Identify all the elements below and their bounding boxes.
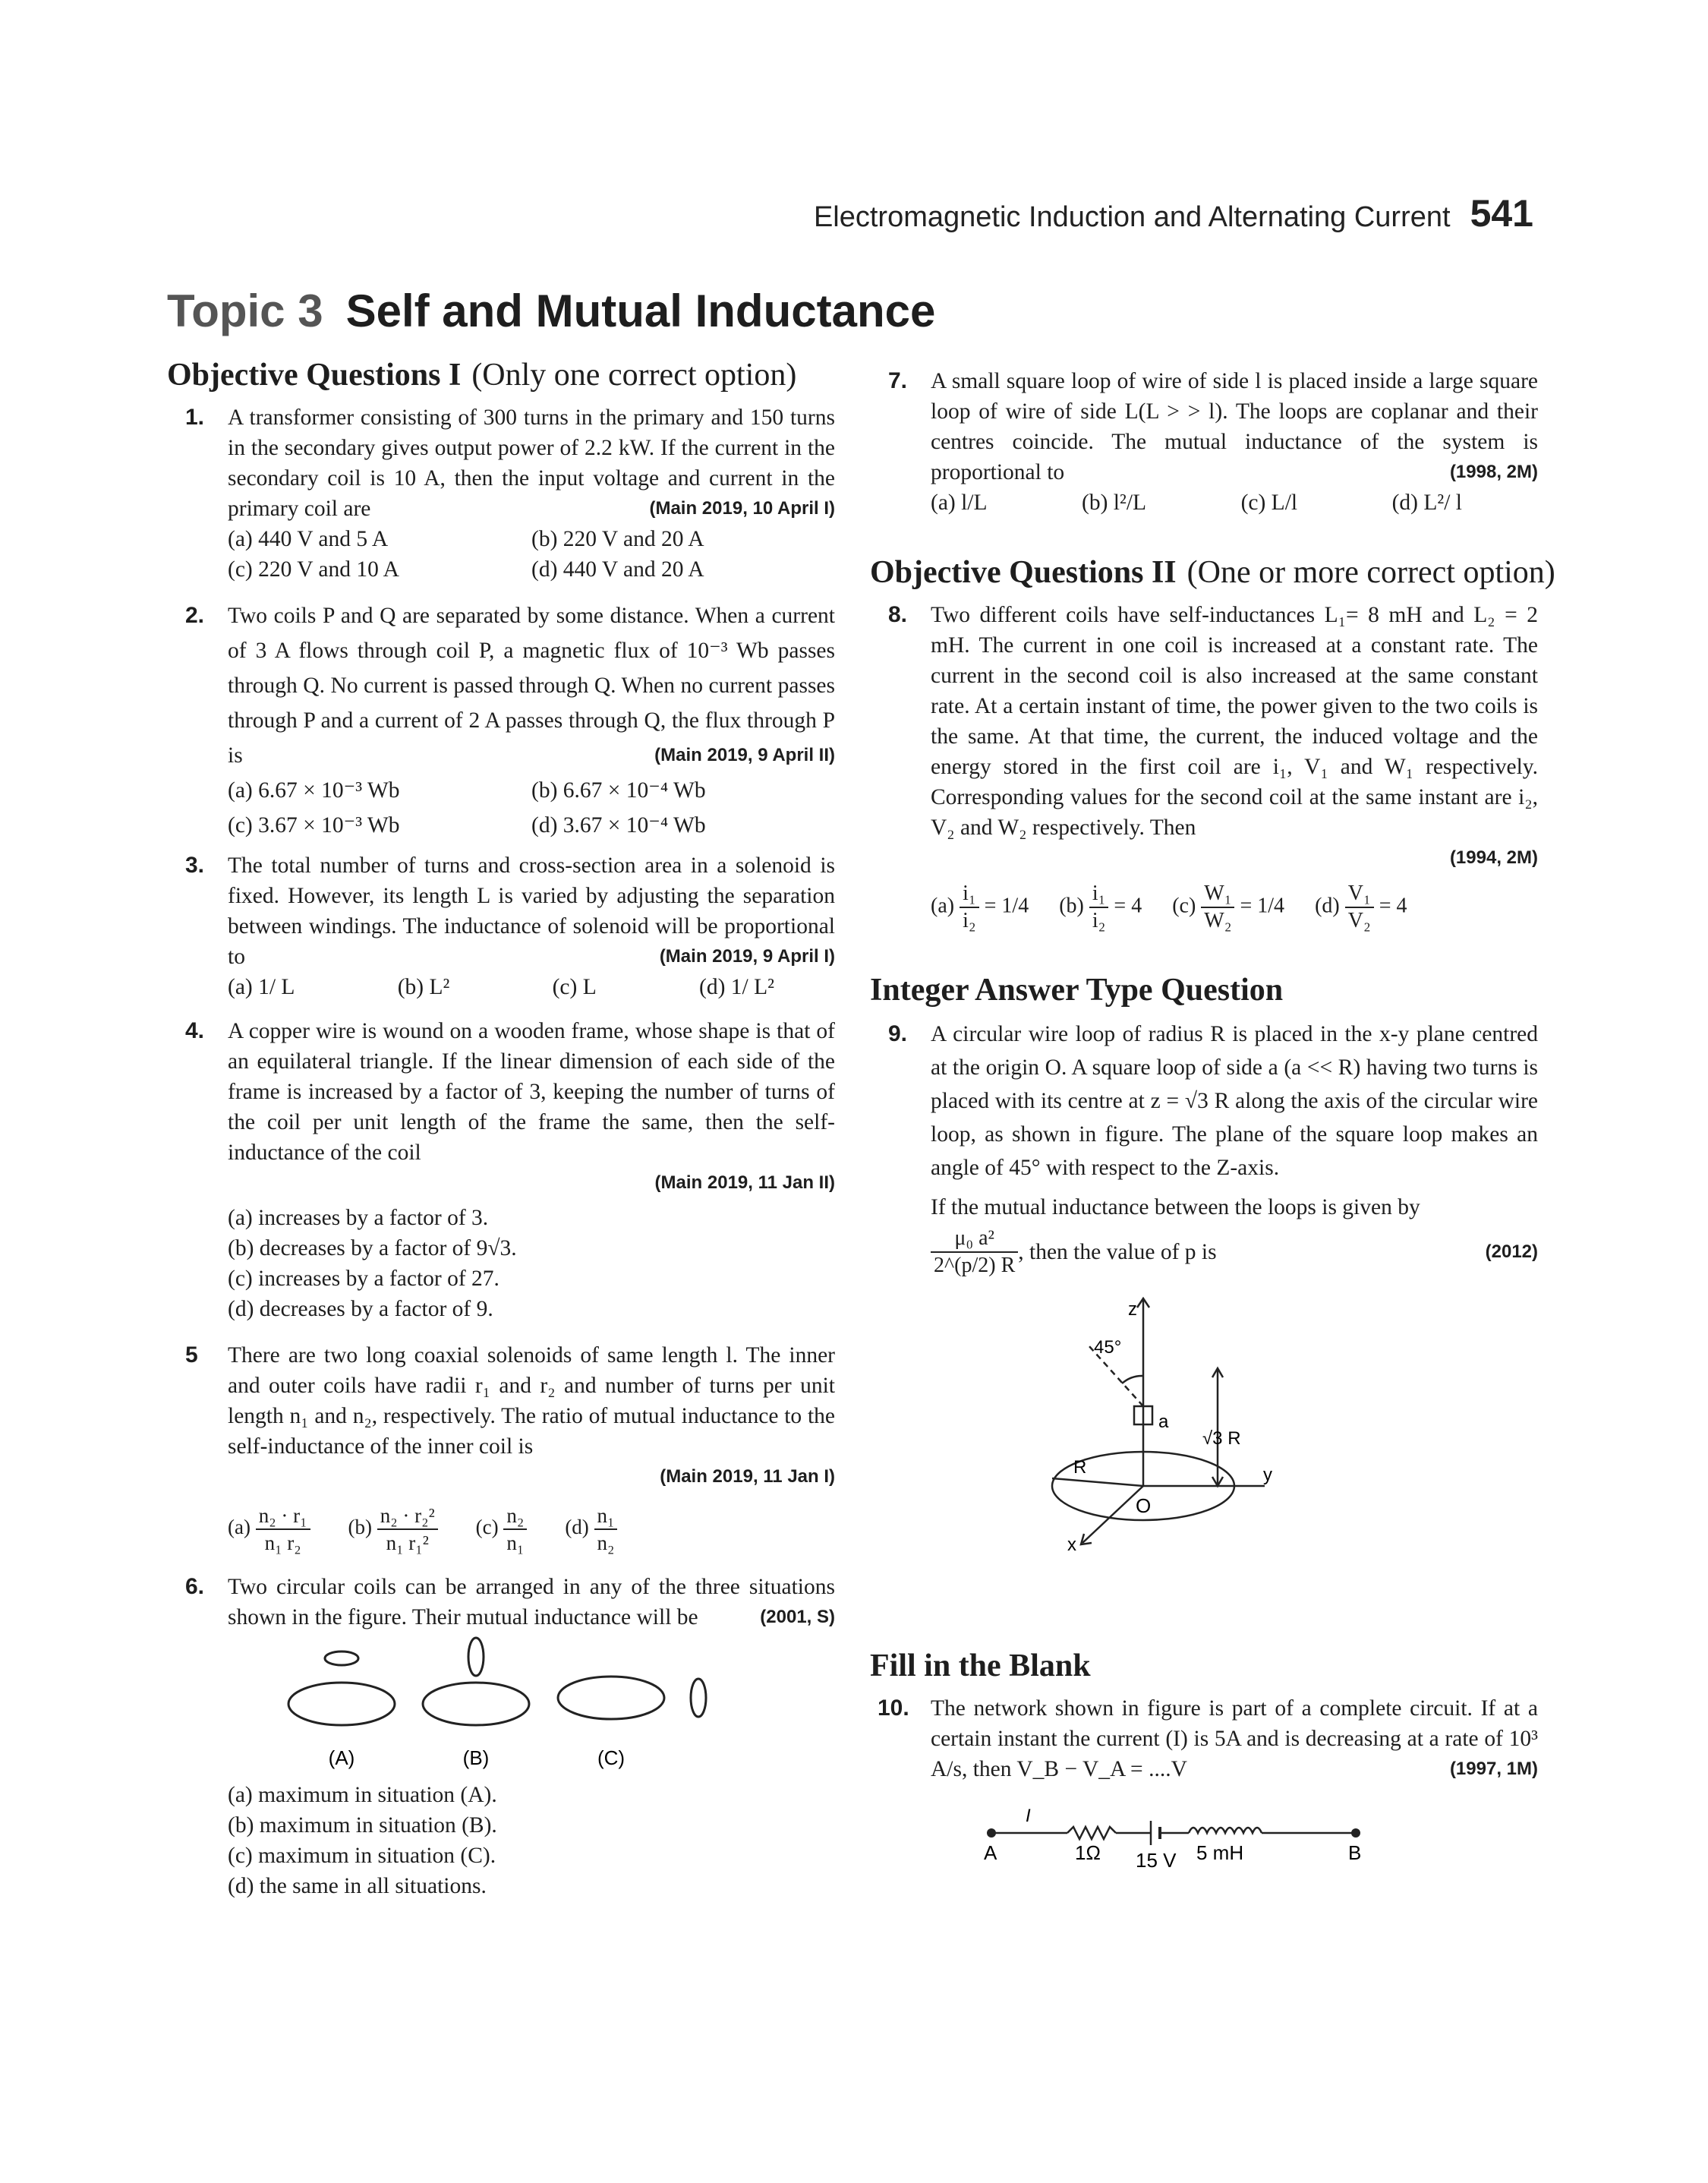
question-9 <box>888 1017 1538 1581</box>
section-fill-blank <box>870 1648 1091 1684</box>
options <box>228 1780 835 1901</box>
fig-c-small-coil <box>691 1679 706 1717</box>
option-a[interactable]: (a) increases by a factor of 3. <box>228 1206 489 1230</box>
option-c[interactable]: (c) 220 V and 10 A <box>228 557 399 582</box>
section-title: Integer Answer Type Question <box>870 973 1284 1008</box>
question-text: Two coils P and Q are separated by some distance. When a current of 3 A flows through coil P, a magnetic flux of 10⁻³ Wb passes through Q. No current is passed through Q. When no current passes through P and a current of 2 A passes through Q, the flux through P is (Main 2019, 9 April II) <box>228 598 835 773</box>
section-objective-1 <box>167 357 796 393</box>
question-source: (1998, 2M) <box>1449 462 1538 482</box>
fig-b-label: B <box>1348 1841 1362 1864</box>
fig-a-label: A <box>984 1841 997 1864</box>
option-c[interactable]: (c) maximum in situation (C). <box>228 1844 496 1868</box>
fig-a-large-coil <box>288 1683 395 1725</box>
question-number: 6. <box>185 1574 205 1599</box>
fig-angle-label: 45° <box>1094 1337 1122 1358</box>
question-1 <box>185 402 835 585</box>
question-number: 5 <box>185 1342 198 1368</box>
topic-label: Topic 3 <box>167 285 323 336</box>
option-b[interactable]: (b) 220 V and 20 A <box>531 527 704 551</box>
fig-c-large-coil <box>558 1677 664 1719</box>
option-d[interactable]: (d) $\frac{\text{n₁}}{\text{n₂}}$ <box>565 1503 617 1556</box>
question-formula: $\frac{\text{μ₀ a²}}{2\^{}(p/2) R}$ , then the value of p is (2012) <box>931 1226 1538 1279</box>
page-number: 541 <box>1470 192 1533 235</box>
option-a[interactable]: (a) $\frac{\text{i₁}}{\text{i₂}}$ = 1/4 <box>931 882 1029 932</box>
section-integer <box>870 972 1283 1008</box>
option-d[interactable]: (d) $\frac{\text{V₁}}{\text{V₂}}$ = 4 <box>1315 882 1407 932</box>
option-a[interactable]: (a) 440 V and 5 A <box>228 527 389 551</box>
question-number: 2. <box>185 603 205 628</box>
options <box>228 524 835 585</box>
option-d[interactable]: (d) 1/ L² <box>699 975 774 999</box>
question-text-2: If the mutual inductance between the loops is given by <box>931 1195 1420 1219</box>
coil-arrangement-figure <box>228 1636 759 1780</box>
question-source: (1994, 2M) <box>1449 847 1538 868</box>
option-c[interactable]: (c) L <box>552 975 597 999</box>
options <box>228 1203 835 1324</box>
section-objective-2 <box>870 554 1555 591</box>
section-note: (One or more correct option) <box>1186 555 1555 590</box>
fig-a-small-coil <box>325 1651 358 1665</box>
question-source: (Main 2019, 10 April I) <box>649 498 835 519</box>
section-title: Fill in the Blank <box>870 1648 1091 1683</box>
options <box>228 1503 835 1556</box>
question-text: A transformer consisting of 300 turns in the primary and 150 turns in the secondary gives output power of 2.2 kW. If the current in the secondary coil is 10 A, then the input voltage and current in the primary coil are (Main 2019, 10 April I) <box>228 402 835 524</box>
option-b[interactable]: (b) maximum in situation (B). <box>228 1813 497 1838</box>
circuit-figure <box>931 1803 1462 1886</box>
fig-o-label: O <box>1136 1494 1152 1517</box>
options <box>228 773 835 843</box>
option-d[interactable]: (d) decreases by a factor of 9. <box>228 1297 493 1321</box>
fig-b-large-coil <box>423 1683 529 1725</box>
question-text: The network shown in figure is part of a complete circuit. If at a certain instant the current (I) is 5A and is decreasing at a rate of 10³ A/s, then V_B − V_A = ....V (1997, 1M) <box>931 1693 1538 1784</box>
fig-x-label: x <box>1067 1535 1076 1555</box>
fig-resistance-label: 1Ω <box>1075 1841 1101 1864</box>
fig-z-label: z <box>1128 1299 1137 1320</box>
question-source: (Main 2019, 11 Jan I) <box>660 1466 835 1487</box>
option-c[interactable]: (c) $\frac{\text{n₂}}{\text{n₁}}$ <box>476 1503 528 1556</box>
question-2 <box>185 598 835 843</box>
question-text: Two circular coils can be arranged in any of the three situations shown in the figure. Their mutual inductance will be (2001, S) <box>228 1572 835 1633</box>
question-5 <box>185 1340 835 1556</box>
question-number: 4. <box>185 1018 205 1043</box>
question-number: 7. <box>888 368 908 393</box>
question-text: A copper wire is wound on a wooden frame, whose shape is that of an equilateral triangle. If the linear dimension of each side of the frame is increased by a factor of 3, keeping the number of turns of the coil per unit length of the frame the same, then the self-inductance of the coil <box>228 1019 835 1165</box>
option-a[interactable]: (a) 1/ L <box>228 975 295 999</box>
loop-geometry-figure <box>1022 1292 1401 1581</box>
question-text: A circular wire loop of radius R is placed in the x-y plane centred at the origin O. A square loop of side a (a << R) having two turns is placed with its centre at z = √3 R along the axis of the circular wire loop, as shown in figure. The plane of the square loop makes an angle of 45° with respect to the Z-axis. <box>931 1022 1538 1180</box>
option-d[interactable]: (d) L²/ l <box>1391 491 1462 515</box>
node-a <box>987 1828 996 1838</box>
options <box>931 487 1462 518</box>
fig-label-c: (C) <box>597 1746 626 1769</box>
section-title: Objective Questions I <box>167 358 462 393</box>
question-number: 10. <box>878 1696 909 1721</box>
question-text: A small square loop of wire of side l is placed inside a large square loop of wire of side L(L > > l). The loops are coplanar and their centres coincide. The mutual inductance of the system is proportional to (1998, 2M) <box>931 366 1538 487</box>
fig-height-label: √3 R <box>1202 1428 1241 1449</box>
resistor <box>1067 1827 1116 1839</box>
topic-title: Self and Mutual Inductance <box>345 285 936 336</box>
fig-label-b: (B) <box>462 1746 490 1769</box>
question-4 <box>185 1016 835 1324</box>
option-c[interactable]: (c) $\frac{\text{W₁}}{\text{W₂}}$ = 1/4 <box>1172 882 1285 932</box>
question-text: The total number of turns and cross-section area in a solenoid is fixed. However, its length L is varied by adjusting the separation between windings. The inductance of solenoid will be proportional to (Main 2019, 9 April I) <box>228 850 835 972</box>
fig-r-label: R <box>1073 1457 1087 1478</box>
question-source: (1997, 1M) <box>1449 1759 1538 1779</box>
question-source: (Main 2019, 9 April I) <box>659 946 835 967</box>
inductor <box>1189 1828 1262 1833</box>
section-title: Objective Questions II <box>870 555 1177 590</box>
options <box>228 972 774 1002</box>
running-title: Electromagnetic Induction and Alternating Current <box>813 201 1451 233</box>
question-10 <box>878 1693 1538 1886</box>
question-6 <box>185 1572 835 1901</box>
radius-line <box>1052 1478 1143 1486</box>
fig-y-label: y <box>1263 1465 1272 1485</box>
option-b[interactable]: (b) 6.67 × 10⁻⁴ Wb <box>531 778 706 803</box>
question-8 <box>888 600 1538 934</box>
option-c[interactable]: (c) L/l <box>1240 491 1298 515</box>
option-b[interactable]: (b) decreases by a factor of 9√3. <box>228 1236 517 1260</box>
option-c[interactable]: (c) increases by a factor of 27. <box>228 1267 499 1291</box>
topic-heading <box>167 285 935 337</box>
fig-label-a: (A) <box>328 1746 355 1769</box>
option-d[interactable]: (d) the same in all situations. <box>228 1874 487 1898</box>
option-c[interactable]: (c) 3.67 × 10⁻³ Wb <box>228 813 400 838</box>
section-note: (Only one correct option) <box>471 358 797 393</box>
fig-current-label: I <box>1026 1806 1031 1826</box>
question-text: Two different coils have self-inductances L₁= 8 mH and L₂ = 2 mH. The current in one coil is increased at a constant rate. The current in the second coil is also increased at the same constant rate. At a certain instant of time, the power given to the two coils is the same. At that time, the current, the induced voltage and the energy stored in the first coil are i₁, V₁ and W₁ respectively. Corresponding values for the second coil at the same instant are i₂, V₂ and W₂ respectively. Then <box>931 603 1538 840</box>
angle-arc <box>1122 1376 1143 1383</box>
question-source: (2001, S) <box>760 1607 835 1627</box>
question-source: (2012) <box>1485 1241 1538 1262</box>
option-b[interactable]: (b) L² <box>397 975 450 999</box>
fig-b-small-coil <box>468 1638 484 1676</box>
fig-voltage-label: 15 V <box>1136 1849 1177 1872</box>
question-number: 8. <box>888 602 908 627</box>
node-b <box>1351 1828 1360 1838</box>
option-a[interactable]: (a) $\frac{\text{n₂ · r₁}}{\text{n₁ r₂}}$ <box>228 1503 310 1556</box>
option-b[interactable]: (b) $\frac{\text{n₂ · r₂²}}{\text{n₁ r₁²}}$ <box>348 1503 438 1556</box>
question-number: 1. <box>185 405 205 430</box>
option-b[interactable]: (b) l²/L <box>1082 491 1147 515</box>
option-a[interactable]: (a) 6.67 × 10⁻³ Wb <box>228 778 400 803</box>
question-source: (Main 2019, 11 Jan II) <box>654 1172 835 1193</box>
option-d[interactable]: (d) 440 V and 20 A <box>531 557 704 582</box>
option-a[interactable]: (a) maximum in situation (A). <box>228 1783 497 1807</box>
fig-inductance-label: 5 mH <box>1196 1841 1244 1864</box>
option-b[interactable]: (b) $\frac{\text{i₁}}{\text{i₂}}$ = 4 <box>1059 882 1142 932</box>
running-head <box>814 191 1533 235</box>
question-source: (Main 2019, 9 April II) <box>654 745 835 765</box>
option-d[interactable]: (d) 3.67 × 10⁻⁴ Wb <box>531 813 706 838</box>
option-a[interactable]: (a) l/L <box>931 491 988 515</box>
question-number: 9. <box>888 1021 908 1046</box>
fig-a-label: a <box>1158 1412 1169 1432</box>
options <box>931 881 1538 934</box>
question-3 <box>185 850 835 1002</box>
question-7 <box>888 366 1538 518</box>
question-number: 3. <box>185 853 205 878</box>
question-text: There are two long coaxial solenoids of same length l. The inner and outer coils have radii r₁ and r₂ and number of turns per unit length n₁ and n₂, respectively. The ratio of mutual inductance to the self-inductance of the inner coil is <box>228 1343 835 1459</box>
